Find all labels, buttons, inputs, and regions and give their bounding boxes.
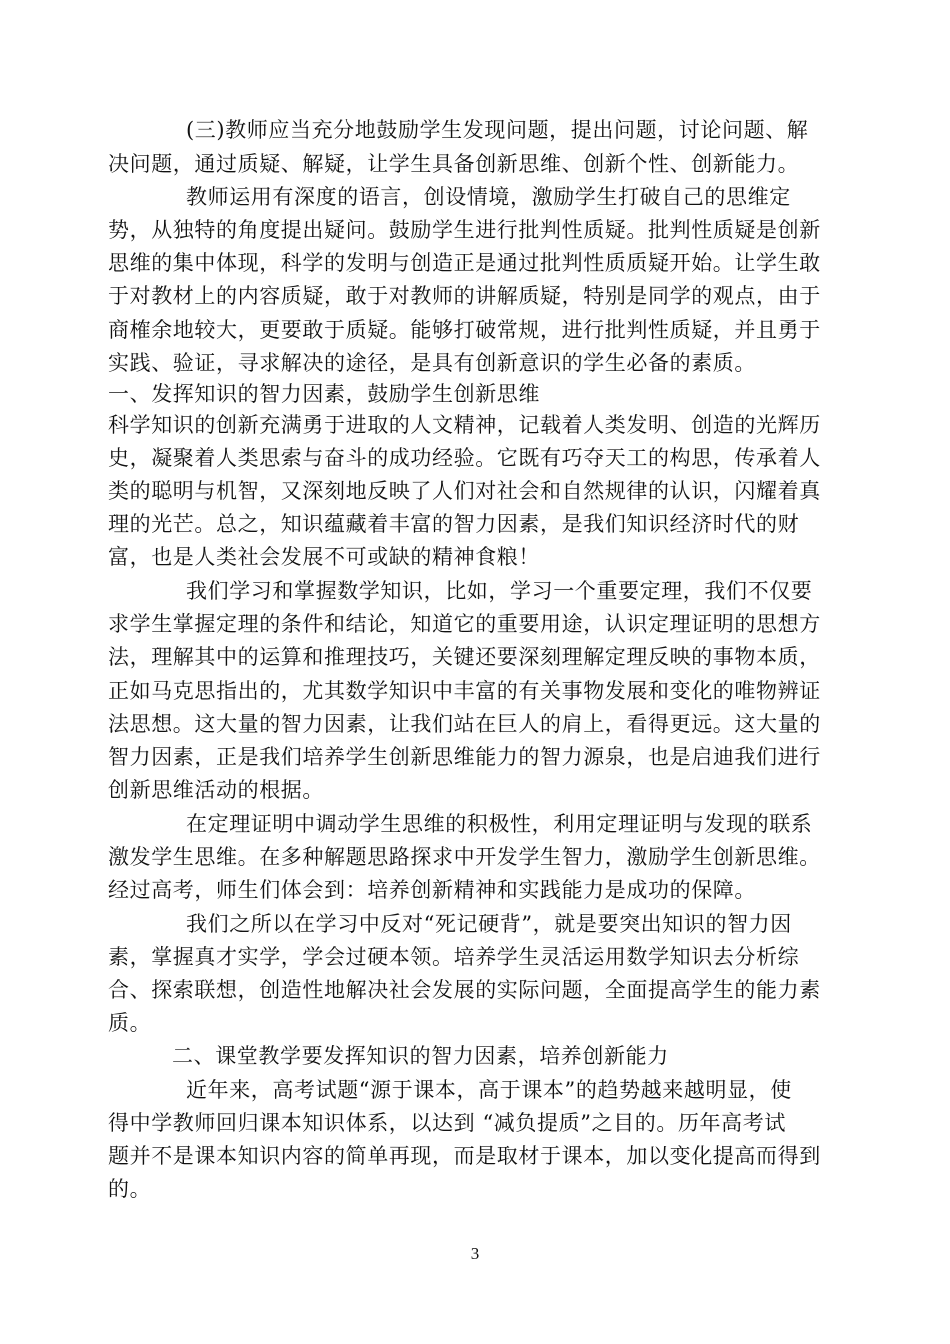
text-line: 求学生掌握定理的条件和结论，知道它的重要用途，认识定理证明的思想方 — [108, 612, 821, 636]
text-line: (三)教师应当充分地鼓励学生发现问题，提出问题，讨论问题、解 — [186, 118, 809, 142]
page-number: 3 — [470, 1244, 480, 1263]
section-heading: 二、课堂教学要发挥知识的智力因素，培养创新能力 — [172, 1044, 669, 1068]
text-line: 理的光芒。总之，知识蕴藏着丰富的智力因素，是我们知识经济时代的财 — [108, 512, 800, 536]
text-line: 激发学生思维。在多种解题思路探求中开发学生智力，激励学生创新思维。 — [108, 845, 821, 869]
text-line: 正如马克思指出的，尤其数学知识中丰富的有关事物发展和变化的唯物辨证 — [108, 679, 821, 703]
text-line: 商榷余地较大，更要敢于质疑。能够打破常规，进行批判性质疑，并且勇于 — [108, 318, 821, 342]
text-line: 合、探索联想，创造性地解决社会发展的实际问题，全面提高学生的能力素 — [108, 978, 821, 1002]
text-line: 教师运用有深度的语言，创设情境，激励学生打破自己的思维定 — [186, 185, 791, 209]
text-line: 质。 — [108, 1011, 152, 1035]
text-line: 智力因素，正是我们培养学生创新思维能力的智力源泉，也是启迪我们进行 — [108, 745, 821, 769]
text-line: 我们学习和掌握数学知识，比如，学习一个重要定理，我们不仅要 — [186, 579, 813, 603]
text-line: 我们之所以在学习中反对“死记硬背”，就是要突出知识的智力因 — [186, 912, 792, 936]
text-line: 类的聪明与机智，又深刻地反映了人们对社会和自然规律的认识，闪耀着真 — [108, 479, 821, 503]
text-line: 素，掌握真才实学，学会过硬本领。培养学生灵活运用数学知识去分析综 — [108, 945, 800, 969]
text-line: 在定理证明中调动学生思维的积极性，利用定理证明与发现的联系 — [186, 812, 813, 836]
text-line: 思维的集中体现，科学的发明与创造正是通过批判性质质疑开始。让学生敢 — [108, 251, 821, 275]
text-line: 实践、验证，寻求解决的途径，是具有创新意识的学生必备的素质。 — [108, 351, 756, 375]
section-heading: 一、发挥知识的智力因素，鼓励学生创新思维 — [108, 382, 540, 406]
text-line: 法思想。这大量的智力因素，让我们站在巨人的肩上，看得更远。这大量的 — [108, 712, 821, 736]
text-line: 近年来，高考试题“源于课本，高于课本”的趋势越来越明显，使 — [186, 1078, 792, 1102]
text-line: 题并不是课本知识内容的简单再现，而是取材于课本，加以变化提高而得到 — [108, 1144, 821, 1168]
text-line: 富，也是人类社会发展不可或缺的精神食粮！ — [108, 545, 540, 569]
text-line: 得中学教师回归课本知识体系，以达到 “减负提质”之目的。历年高考试 — [108, 1111, 786, 1135]
text-line: 的。 — [108, 1177, 152, 1201]
text-line: 势，从独特的角度提出疑问。鼓励学生进行批判性质疑。批判性质疑是创新 — [108, 218, 821, 242]
text-line: 法，理解其中的运算和推理技巧，关键还要深刻理解定理反映的事物本质， — [108, 645, 821, 669]
text-line: 科学知识的创新充满勇于进取的人文精神，记载着人类发明、创造的光辉历 — [108, 413, 821, 437]
text-line: 于对教材上的内容质疑，敢于对教师的讲解质疑，特别是同学的观点，由于 — [108, 284, 821, 308]
text-line: 决问题，通过质疑、解疑，让学生具备创新思维、创新个性、创新能力。 — [108, 152, 800, 176]
text-line: 创新思维活动的根据。 — [108, 778, 324, 802]
text-line: 经过高考，师生们体会到：培养创新精神和实践能力是成功的保障。 — [108, 878, 756, 902]
text-line: 史，凝聚着人类思索与奋斗的成功经验。它既有巧夺天工的构思，传承着人 — [108, 446, 821, 470]
